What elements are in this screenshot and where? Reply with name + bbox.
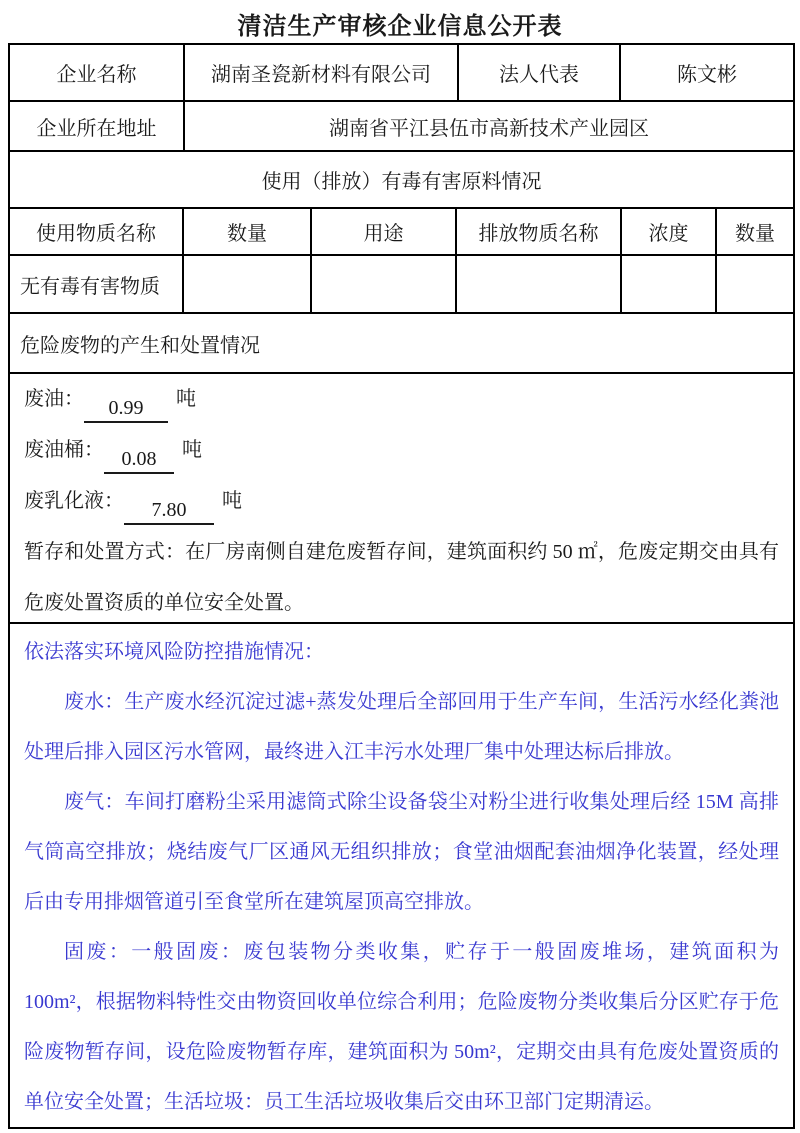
oil-drum-line — [24, 425, 779, 476]
waste-oil-unit: 吨 — [176, 388, 196, 410]
oil-drum-label: 废油桶： — [24, 439, 104, 461]
emulsion-value: 7.80 — [124, 497, 214, 525]
hazard-details-cell — [10, 374, 793, 622]
company-name-value: 湖南圣瓷新材料有限公司 — [183, 45, 457, 100]
row-hazard-details — [10, 372, 793, 622]
waste-oil-value: 0.99 — [84, 395, 168, 423]
oil-drum-value: 0.08 — [104, 446, 174, 474]
toxic-row-empty-cell — [715, 256, 793, 312]
legal-rep-value: 陈文彬 — [619, 45, 793, 100]
row-toxic-data — [10, 254, 793, 312]
toxic-row-empty-cell — [620, 256, 715, 312]
col-header-quantity: 数量 — [182, 209, 310, 254]
col-header-substance-name: 使用物质名称 — [36, 223, 156, 245]
address-value: 湖南省平江县伍市高新技术产业园区 — [183, 102, 793, 150]
oil-drum-unit: 吨 — [182, 439, 202, 461]
toxic-row-name: 无有毒有害物质 — [20, 275, 160, 298]
emulsion-label: 废乳化液： — [24, 490, 124, 512]
toxic-row-empty-cell — [310, 256, 455, 312]
page-title: 清洁生产审核企业信息公开表 — [237, 13, 563, 40]
waste-oil-line — [24, 374, 779, 425]
col-header-emission-quantity: 数量 — [715, 209, 793, 254]
emulsion-unit: 吨 — [222, 490, 242, 512]
measures-heading: 依法落实环境风险防控措施情况： — [24, 641, 324, 663]
emulsion-line — [24, 476, 779, 527]
storage-method-text: 暂存和处置方式：在厂房南侧自建危废暂存间，建筑面积约 50 ㎡，危废定期交由具有危废处置资质的单位安全处置。 — [24, 541, 779, 614]
measures-cell — [10, 624, 793, 1127]
hazard-section-title: 危险废物的产生和处置情况 — [20, 334, 260, 357]
col-header-emission-name: 排放物质名称 — [455, 209, 620, 254]
row-measures — [10, 622, 793, 1127]
col-header-concentration: 浓度 — [620, 209, 715, 254]
row-toxic-section-title — [10, 150, 793, 207]
row-address — [10, 100, 793, 150]
row-hazard-section-title — [10, 312, 793, 372]
waste-oil-label: 废油： — [24, 388, 84, 410]
row-toxic-headers — [10, 207, 793, 254]
solid-waste-paragraph: 固废：一般固废：废包装物分类收集，贮存于一般固废堆场，建筑面积为 100m²，根据物料特性交由物资回收单位综合利用；危险废物分类收集后分区贮存于危险废物暂存间，设危险废物暂存库，建筑面积为 50m²，定期交由具有危废处置资质的单位安全处置；生活垃圾：员工生活垃圾收集后交由环卫部门定期清运。 — [24, 941, 779, 1113]
company-name-label: 企业名称 — [56, 64, 137, 86]
toxic-row-empty-cell — [455, 256, 620, 312]
waste-gas-paragraph: 废气：车间打磨粉尘采用滤筒式除尘设备袋尘对粉尘进行收集处理后经 15M 高排气筒高空排放；烧结废气厂区通风无组织排放；食堂油烟配套油烟净化装置，经处理后由专用排烟管道引至食堂所在建筑屋顶高空排放。 — [24, 791, 779, 913]
row-company — [10, 45, 793, 100]
toxic-section-title: 使用（排放）有毒有害原料情况 — [261, 171, 542, 193]
legal-rep-label: 法人代表 — [457, 45, 619, 100]
col-header-usage: 用途 — [310, 209, 455, 254]
wastewater-paragraph: 废水：生产废水经沉淀过滤+蒸发处理后全部回用于生产车间，生活污水经化粪池处理后排入园区污水管网，最终进入江丰污水处理厂集中处理达标后排放。 — [24, 691, 779, 763]
toxic-row-empty-cell — [182, 256, 310, 312]
info-table — [8, 43, 795, 1129]
address-label: 企业所在地址 — [36, 117, 157, 140]
